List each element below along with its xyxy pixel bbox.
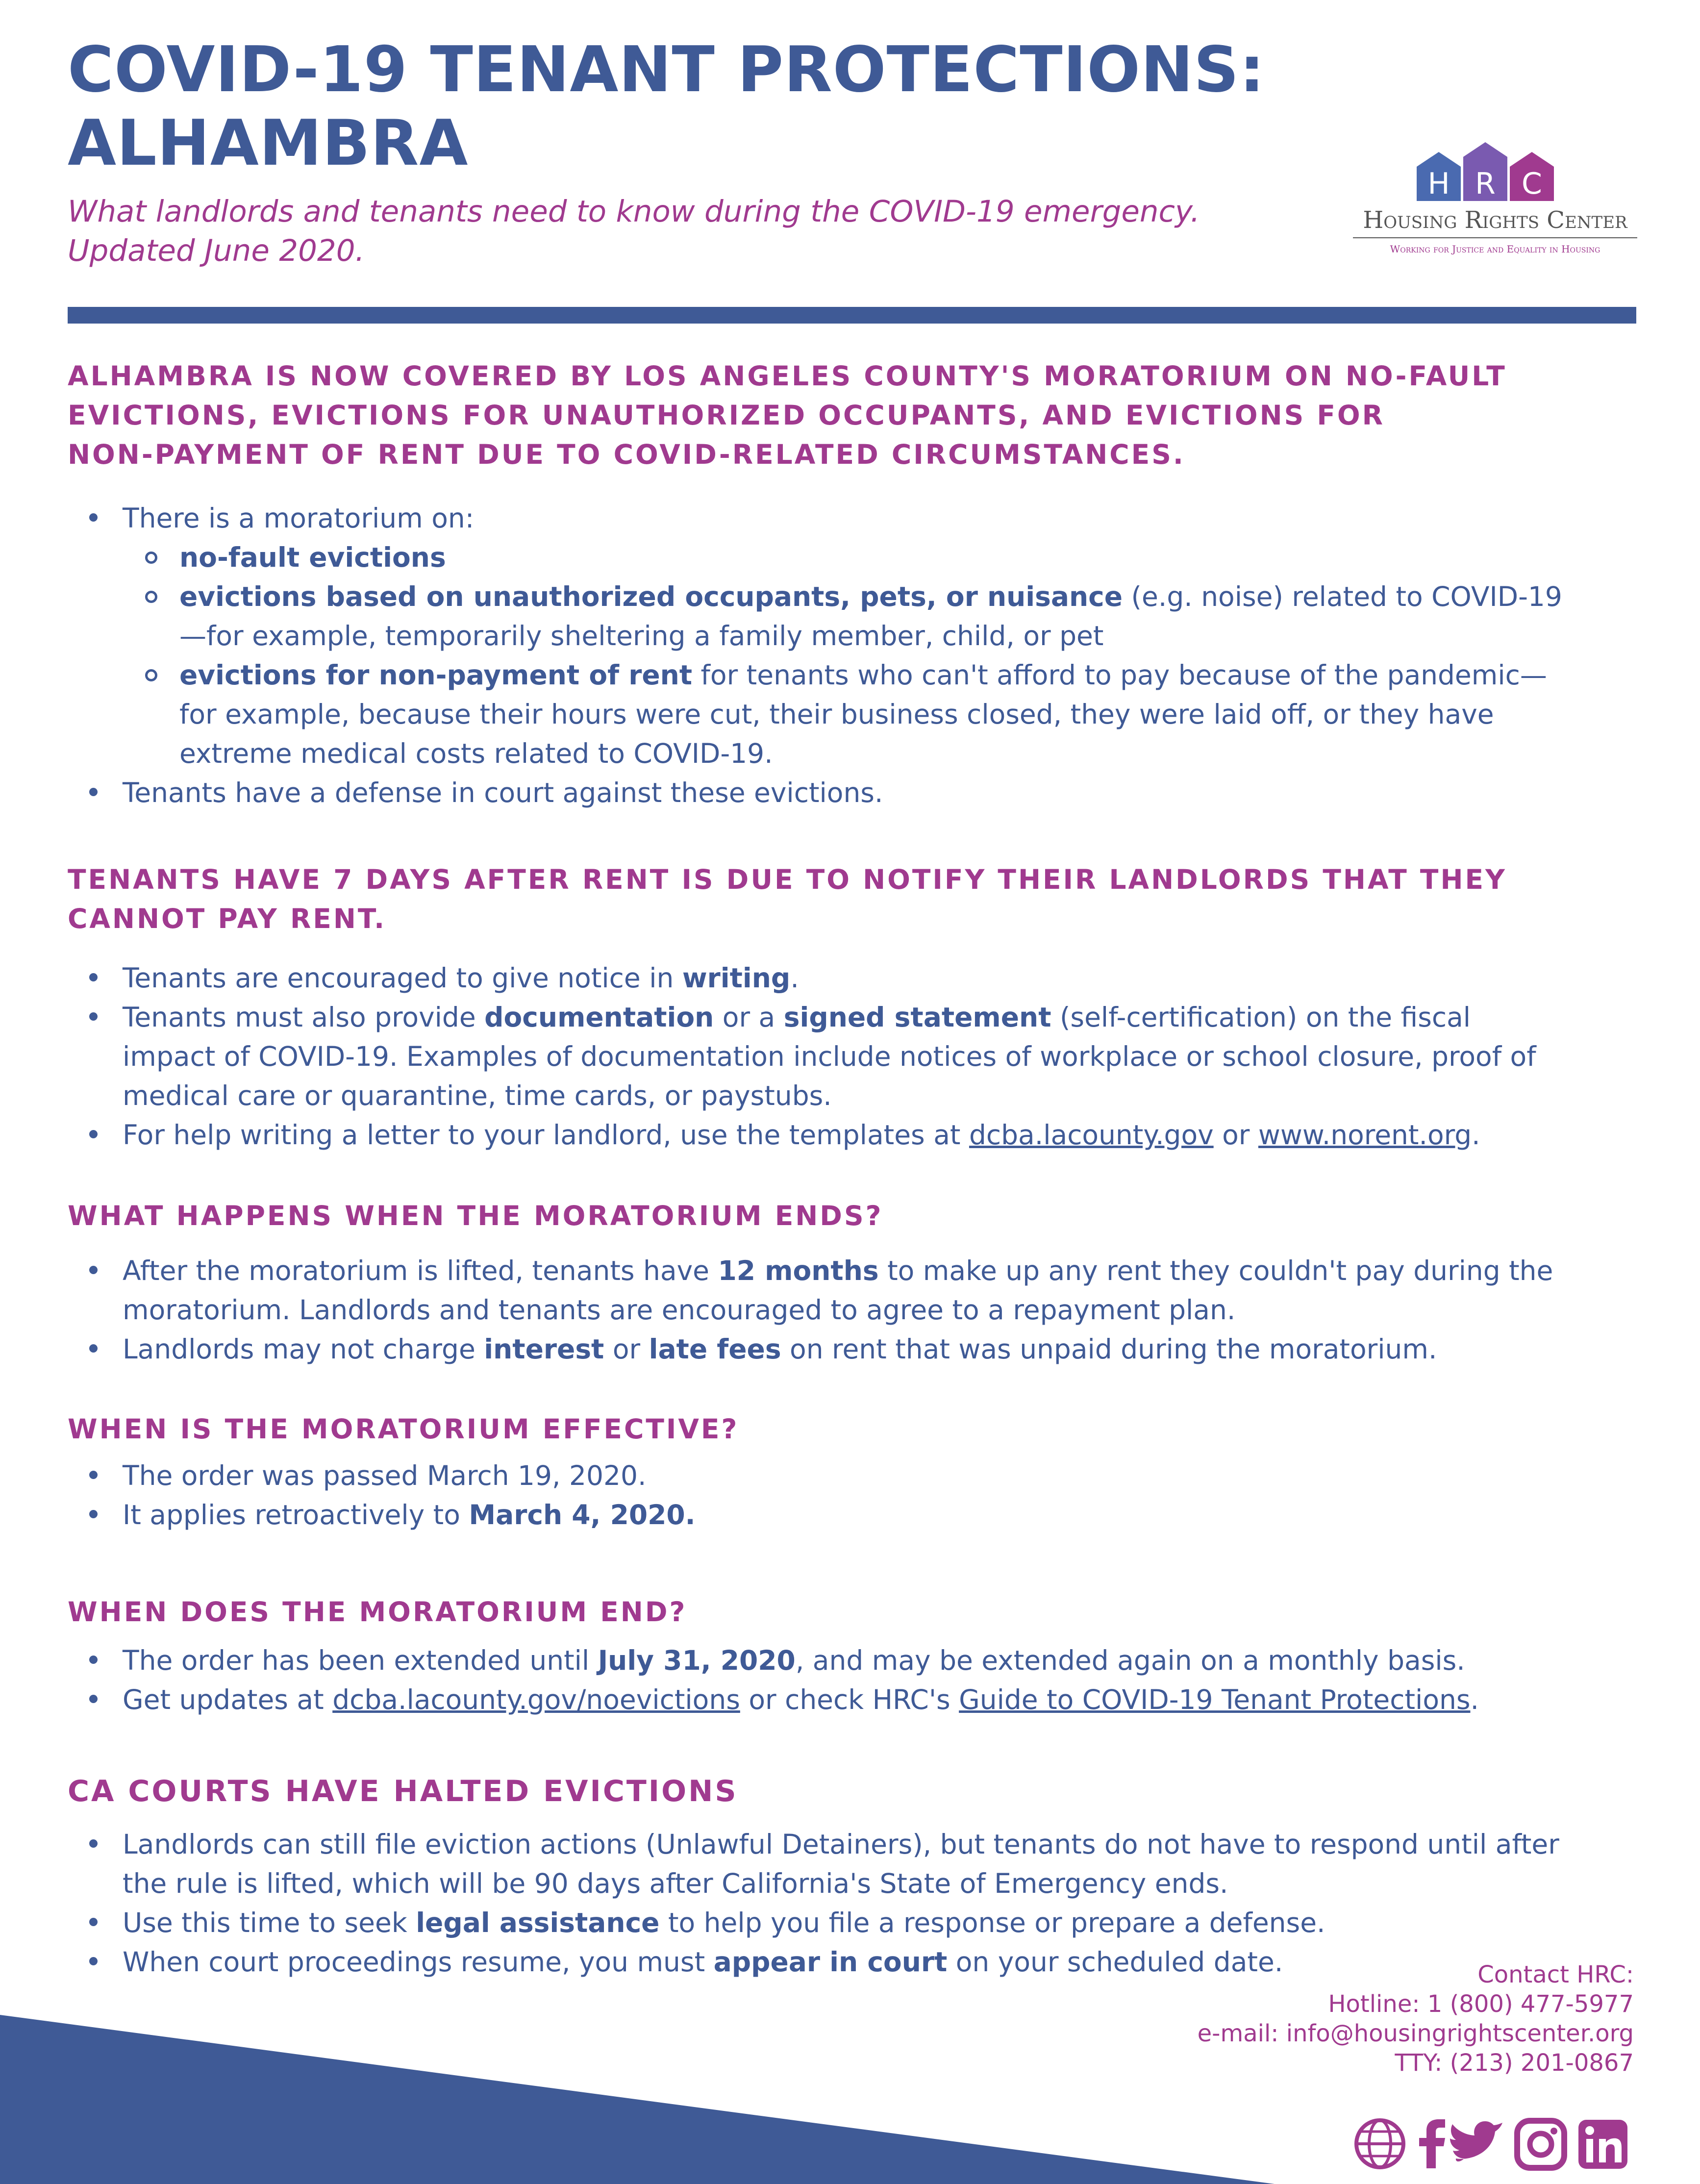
bold-text: evictions for non-payment of rent	[179, 659, 693, 691]
list-item	[74, 998, 1642, 1115]
section-1-list	[74, 499, 1642, 812]
list-item-text: (self-certification) on the fiscal	[1051, 1002, 1471, 1033]
section-6-heading: CA COURTS HAVE HALTED EVICTIONS	[68, 1774, 738, 1808]
social-icons	[1353, 2117, 1637, 2171]
list-item-text: medical care or quarantine, time cards, or paystubs.	[123, 1080, 832, 1111]
list-item-text: on your scheduled date.	[947, 1946, 1283, 1978]
list-item-text: The order was passed March 19, 2020.	[123, 1460, 647, 1491]
section-1-heading	[68, 356, 1636, 474]
list-item-text: —for example, temporarily sheltering a family member, child, or pet	[179, 620, 1104, 652]
list-item-text: There is a moratorium on:	[123, 502, 475, 534]
section-4-list	[74, 1456, 1642, 1534]
section-3-heading: WHAT HAPPENS WHEN THE MORATORIUM ENDS?	[68, 1200, 883, 1231]
list-item-text: It applies retroactively to	[123, 1499, 469, 1531]
sub-list-item	[123, 655, 1642, 773]
subtitle-line-2: Updated June 2020.	[68, 233, 365, 268]
list-item-text: (e.g. noise) related to COVID-19	[1123, 581, 1562, 612]
globe-icon[interactable]	[1356, 2120, 1403, 2167]
section-5-list	[74, 1641, 1642, 1719]
logo-letter-c: C	[1522, 167, 1542, 201]
list-item-text: The order has been extended until	[123, 1645, 598, 1676]
list-item	[74, 499, 1642, 773]
list-item	[74, 773, 1642, 812]
bold-text: writing	[682, 962, 791, 994]
bold-text: no-fault evictions	[179, 542, 446, 573]
hrc-logo	[1343, 137, 1647, 265]
dcba-link[interactable]: dcba.lacounty.gov	[969, 1119, 1214, 1151]
list-item-text: or check HRC's	[740, 1684, 959, 1715]
title-line-1: COVID-19 TENANT PROTECTIONS:	[68, 33, 1265, 106]
list-item	[74, 1456, 1642, 1495]
list-item-text: or	[1213, 1119, 1258, 1151]
sub-list-item	[123, 538, 1642, 577]
list-item-text: to help you file a response or prepare a defense.	[659, 1907, 1325, 1938]
list-item-text: for tenants who can't afford to pay because of the pandemic—	[692, 659, 1547, 691]
sub-list	[123, 538, 1642, 773]
section-1-heading-line: ALHAMBRA IS NOW COVERED BY LOS ANGELES COUNTY'S MORATORIUM ON NO-FAULT	[68, 360, 1507, 392]
list-item-text: Get updates at	[123, 1684, 333, 1715]
facebook-icon[interactable]	[1419, 2119, 1445, 2168]
section-1-heading-line: NON-PAYMENT OF RENT DUE TO COVID-RELATED CIRCUMSTANCES.	[68, 439, 1185, 470]
logo-tagline: Working for Justice and Equality in Housing	[1390, 243, 1600, 255]
bold-text: signed statement	[783, 1002, 1051, 1033]
bold-text: appear in court	[713, 1946, 948, 1978]
list-item-text: After the moratorium is lifted, tenants have	[123, 1255, 718, 1286]
list-item-text: on rent that was unpaid during the moratorium.	[781, 1333, 1437, 1365]
page-subtitle	[68, 192, 1342, 271]
dcba-noevictions-link[interactable]: dcba.lacounty.gov/noevictions	[332, 1684, 740, 1715]
list-item	[74, 1680, 1642, 1719]
page-title	[68, 33, 1293, 180]
bold-text: documentation	[484, 1002, 714, 1033]
linkedin-icon[interactable]	[1578, 2120, 1627, 2169]
bold-text: 12 months	[718, 1255, 879, 1286]
list-item-text: Tenants are encouraged to give notice in	[123, 962, 682, 994]
twitter-icon[interactable]	[1450, 2121, 1502, 2161]
list-item	[74, 1330, 1642, 1369]
list-item-text: impact of COVID-19. Examples of documentation include notices of workplace or school closure, proof of	[123, 1041, 1536, 1072]
section-2-heading-line: TENANTS HAVE 7 DAYS AFTER RENT IS DUE TO NOTIFY THEIR LANDLORDS THAT THEY	[68, 864, 1507, 895]
list-item	[74, 1825, 1642, 1903]
bold-text: July 31, 2020	[598, 1645, 796, 1676]
list-item-text: Tenants must also provide	[123, 1002, 485, 1033]
section-6-list	[74, 1825, 1642, 1982]
list-item-text: Use this time to seek	[123, 1907, 416, 1938]
footer-band	[0, 2015, 1275, 2184]
instagram-icon[interactable]	[1517, 2121, 1564, 2168]
logo-letter-r: R	[1475, 167, 1496, 201]
list-item-text: .	[790, 962, 799, 994]
section-3-list	[74, 1251, 1642, 1369]
list-item-text: the rule is lifted, which will be 90 days after California's State of Emergency ends.	[123, 1868, 1228, 1899]
header-divider	[68, 307, 1636, 324]
list-item-text: or	[604, 1333, 649, 1365]
section-4-heading: WHEN IS THE MORATORIUM EFFECTIVE?	[68, 1413, 739, 1445]
bold-text: interest	[484, 1333, 604, 1365]
logo-letter-h: H	[1427, 167, 1450, 201]
title-line-2: ALHAMBRA	[68, 107, 469, 180]
list-item	[74, 1903, 1642, 1942]
list-item-text: Landlords may not charge	[123, 1333, 484, 1365]
list-item	[74, 1641, 1642, 1680]
section-2-heading-line: CANNOT PAY RENT.	[68, 903, 386, 934]
logo-name: Housing Rights Center	[1363, 206, 1627, 234]
email-text[interactable]: e-mail: info@housingrightscenter.org	[1197, 2020, 1634, 2047]
list-item-text: .	[1470, 1684, 1479, 1715]
list-item-text: to make up any rent they couldn't pay during the	[878, 1255, 1553, 1286]
bold-text: evictions based on unauthorized occupants, pets, or nuisance	[179, 581, 1123, 612]
contact-label: Contact HRC:	[1477, 1961, 1634, 1988]
sub-list-item	[123, 577, 1642, 655]
section-5-heading: WHEN DOES THE MORATORIUM END?	[68, 1596, 687, 1628]
hotline-text[interactable]: Hotline: 1 (800) 477-5977	[1328, 1990, 1634, 2018]
bold-text: legal assistance	[416, 1907, 660, 1938]
list-item-text: or a	[714, 1002, 784, 1033]
list-item	[74, 1495, 1642, 1534]
bold-text: late fees	[649, 1333, 781, 1365]
section-2-list	[74, 958, 1642, 1155]
list-item-text: for example, because their hours were cut, their business closed, they were laid off, or they have	[179, 699, 1494, 730]
list-item-text: When court proceedings resume, you must	[123, 1946, 714, 1978]
list-item-text: extreme medical costs related to COVID-19.	[179, 738, 773, 769]
hrc-guide-link[interactable]: Guide to COVID-19 Tenant Protections	[959, 1684, 1471, 1715]
bold-text: March 4, 2020.	[469, 1499, 696, 1531]
list-item	[74, 1251, 1642, 1330]
tty-text: TTY: (213) 201-0867	[1395, 2049, 1634, 2077]
section-1-heading-line: EVICTIONS, EVICTIONS FOR UNAUTHORIZED OCCUPANTS, AND EVICTIONS FOR	[68, 400, 1385, 431]
norent-link[interactable]: www.norent.org	[1258, 1119, 1472, 1151]
list-item-text: .	[1472, 1119, 1480, 1151]
list-item-text: Landlords can still file eviction actions (Unlawful Detainers), but tenants do not have to respond until after	[123, 1829, 1559, 1860]
section-2-heading	[68, 860, 1636, 938]
list-item	[74, 958, 1642, 998]
list-item-text: , and may be extended again on a monthly basis.	[795, 1645, 1465, 1676]
list-item	[74, 1115, 1642, 1155]
list-item-text: moratorium. Landlords and tenants are encouraged to agree to a repayment plan.	[123, 1294, 1236, 1326]
list-item-text: For help writing a letter to your landlord, use the templates at	[123, 1119, 969, 1151]
list-item-text: Tenants have a defense in court against these evictions.	[123, 777, 883, 808]
subtitle-line-1: What landlords and tenants need to know during the COVID-19 emergency.	[68, 194, 1200, 229]
